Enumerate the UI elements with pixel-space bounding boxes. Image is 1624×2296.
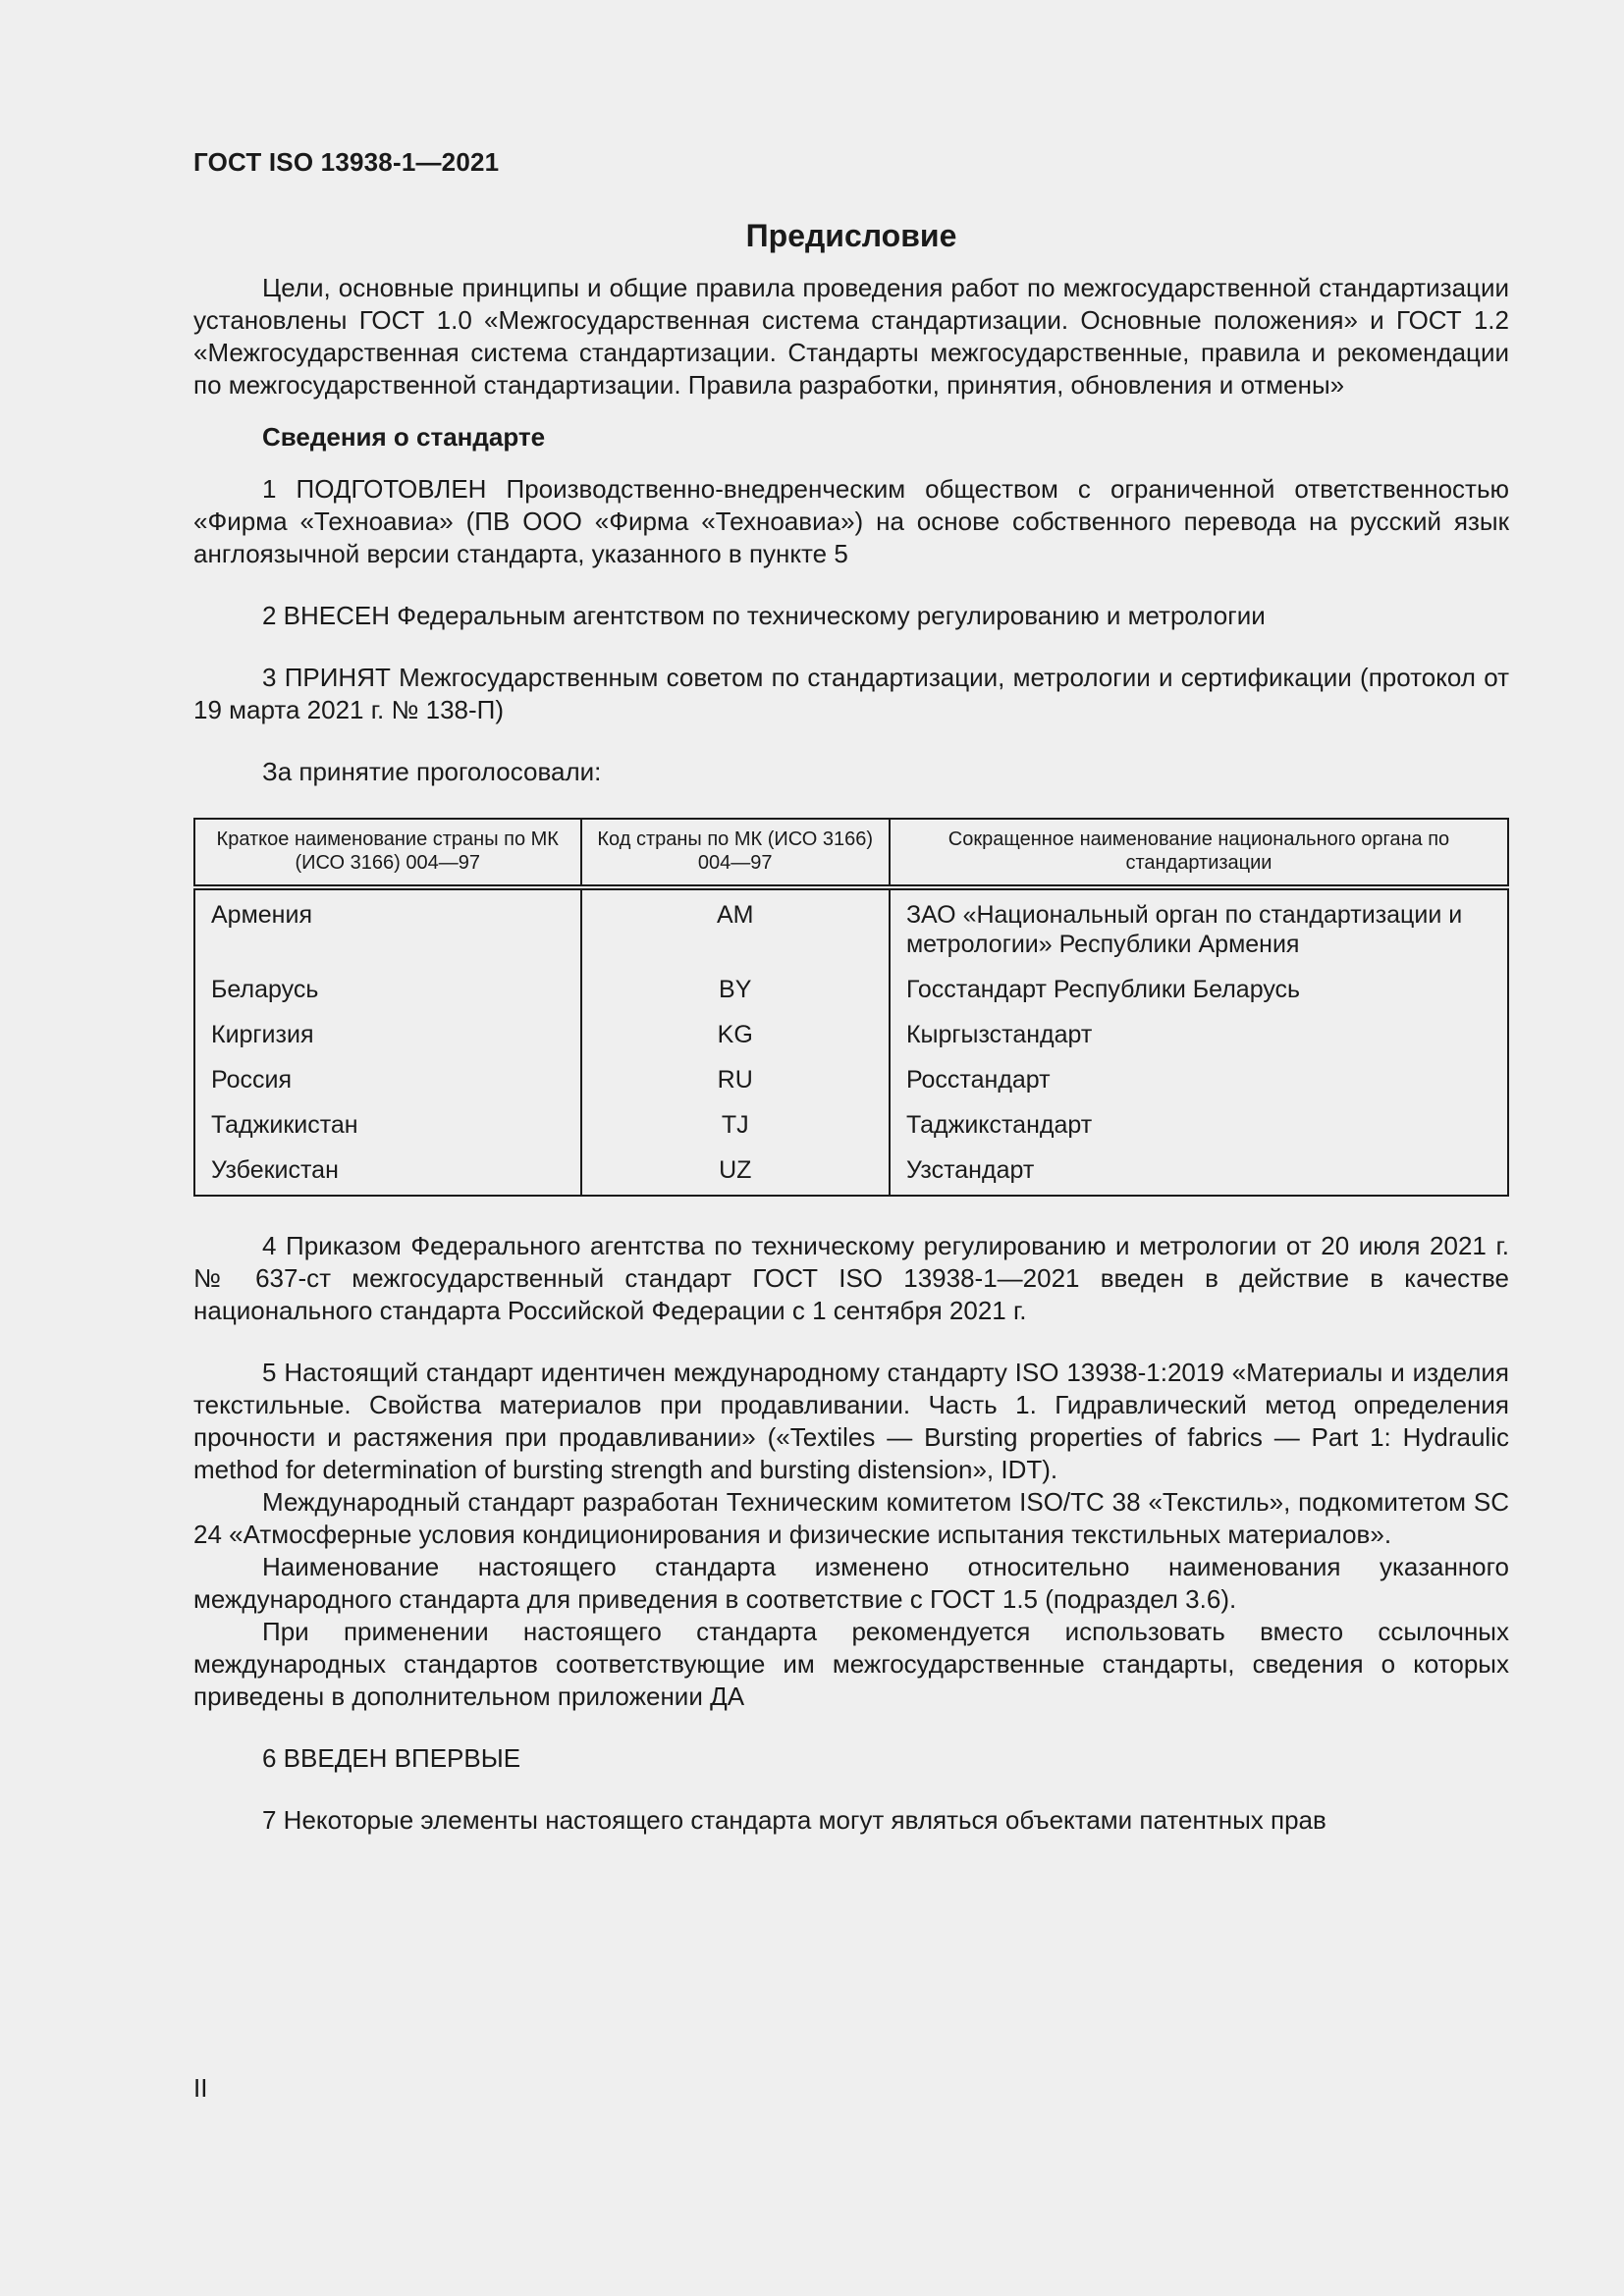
item-1: 1 ПОДГОТОВЛЕН Производственно-внедренческим обществом с ограниченной ответственностью «Фирма «Техноавиа» (ПВ ООО «Фирма «Техноавиа») на основе собственного перевода на русский язык англоязычной версии стандарта, указанного в пункте 5 [193, 474, 1509, 568]
table-row [194, 1014, 1508, 1059]
page-number: II [193, 2073, 208, 2103]
item-5-committee: Международный стандарт разработан Техническим комитетом ISO/TC 38 «Текстиль», подкомитетом SC 24 «Атмосферные условия кондиционирования и физические испытания текстильных материалов». [193, 1487, 1509, 1549]
item-5: 5 Настоящий стандарт идентичен международному стандарту ISO 13938-1:2019 «Материалы и изделия текстильные. Свойства материалов при продавливании. Часть 1. Гидравлический метод определения прочности и растяжения при продавливании» («Textiles — Bursting properties of fabrics — Part 1: Hydraulic method for determination of bursting strength and bursting distension», IDT). [193, 1358, 1509, 1484]
body-cell: Госстандарт Республики Беларусь [890, 969, 1508, 1014]
item-5-references: При применении настоящего стандарта рекомендуется использовать вместо ссылочных международных стандартов соответствующие им межгосударственные стандарты, сведения о которых приведены в дополнительном приложении ДА [193, 1617, 1509, 1711]
item-4: 4 Приказом Федерального агентства по техническому регулированию и метрологии от 20 июля 2021 г. № 637-ст межгосударственный стандарт ГОСТ ISO 13938-1—2021 введен в действие в качестве национального стандарта Российской Федерации с 1 сентября 2021 г. [193, 1231, 1509, 1325]
country-cell: Киргизия [194, 1014, 581, 1059]
intro-paragraph: Цели, основные принципы и общие правила проведения работ по межгосударственной стандартизации установлены ГОСТ 1.0 «Межгосударственная система стандартизации. Основные положения» и ГОСТ 1.2 «Межгосударственная система стандартизации. Стандарты межгосударственные, правила и рекомендации по межгосударственной стандартизации. Правила разработки, принятия, обновления и отмены» [193, 273, 1509, 400]
item-6: 6 ВВЕДЕН ВПЕРВЫЕ [262, 1743, 521, 1773]
code-cell: KG [581, 1014, 890, 1059]
item-2: 2 ВНЕСЕН Федеральным агентством по техническому регулированию и метрологии [262, 601, 1266, 630]
country-cell: Беларусь [194, 969, 581, 1014]
country-cell: Узбекистан [194, 1149, 581, 1196]
document-content [193, 218, 1509, 1837]
voting-table [193, 818, 1509, 1197]
body-cell: Кыргызстандарт [890, 1014, 1508, 1059]
item-3: 3 ПРИНЯТ Межгосударственным советом по стандартизации, метрологии и сертификации (протокол от 19 марта 2021 г. № 138-П) [193, 663, 1509, 724]
table-row [194, 1149, 1508, 1196]
country-cell: Россия [194, 1059, 581, 1104]
country-cell: Армения [194, 887, 581, 969]
body-cell: ЗАО «Национальный орган по стандартизации и метрологии» Республики Армения [890, 887, 1508, 969]
code-cell: BY [581, 969, 890, 1014]
code-cell: UZ [581, 1149, 890, 1196]
table-header-code: Код страны по МК (ИСО 3166) 004—97 [581, 819, 890, 887]
section-subheading: Сведения о стандарте [262, 422, 546, 452]
code-cell: AM [581, 887, 890, 969]
item-5-title-change: Наименование настоящего стандарта изменено относительно наименования указанного международного стандарта для приведения в соответствие с ГОСТ 1.5 (подраздел 3.6). [193, 1552, 1509, 1614]
table-row [194, 1059, 1508, 1104]
table-header-row [194, 819, 1508, 887]
document-header: ГОСТ ISO 13938-1—2021 [193, 147, 500, 177]
table-row [194, 969, 1508, 1014]
item-7: 7 Некоторые элементы настоящего стандарта могут являться объектами патентных прав [262, 1805, 1326, 1835]
table-header-body: Сокращенное наименование национального органа по стандартизации [890, 819, 1508, 887]
body-cell: Таджикстандарт [890, 1104, 1508, 1149]
body-cell: Росстандарт [890, 1059, 1508, 1104]
vote-intro: За принятие проголосовали: [262, 757, 602, 786]
table-row [194, 887, 1508, 969]
code-cell: RU [581, 1059, 890, 1104]
code-cell: TJ [581, 1104, 890, 1149]
table-row [194, 1104, 1508, 1149]
country-cell: Таджикистан [194, 1104, 581, 1149]
body-cell: Узстандарт [890, 1149, 1508, 1196]
table-header-country: Краткое наименование страны по МК (ИСО 3166) 004—97 [194, 819, 581, 887]
page-title: Предисловие [745, 218, 957, 253]
